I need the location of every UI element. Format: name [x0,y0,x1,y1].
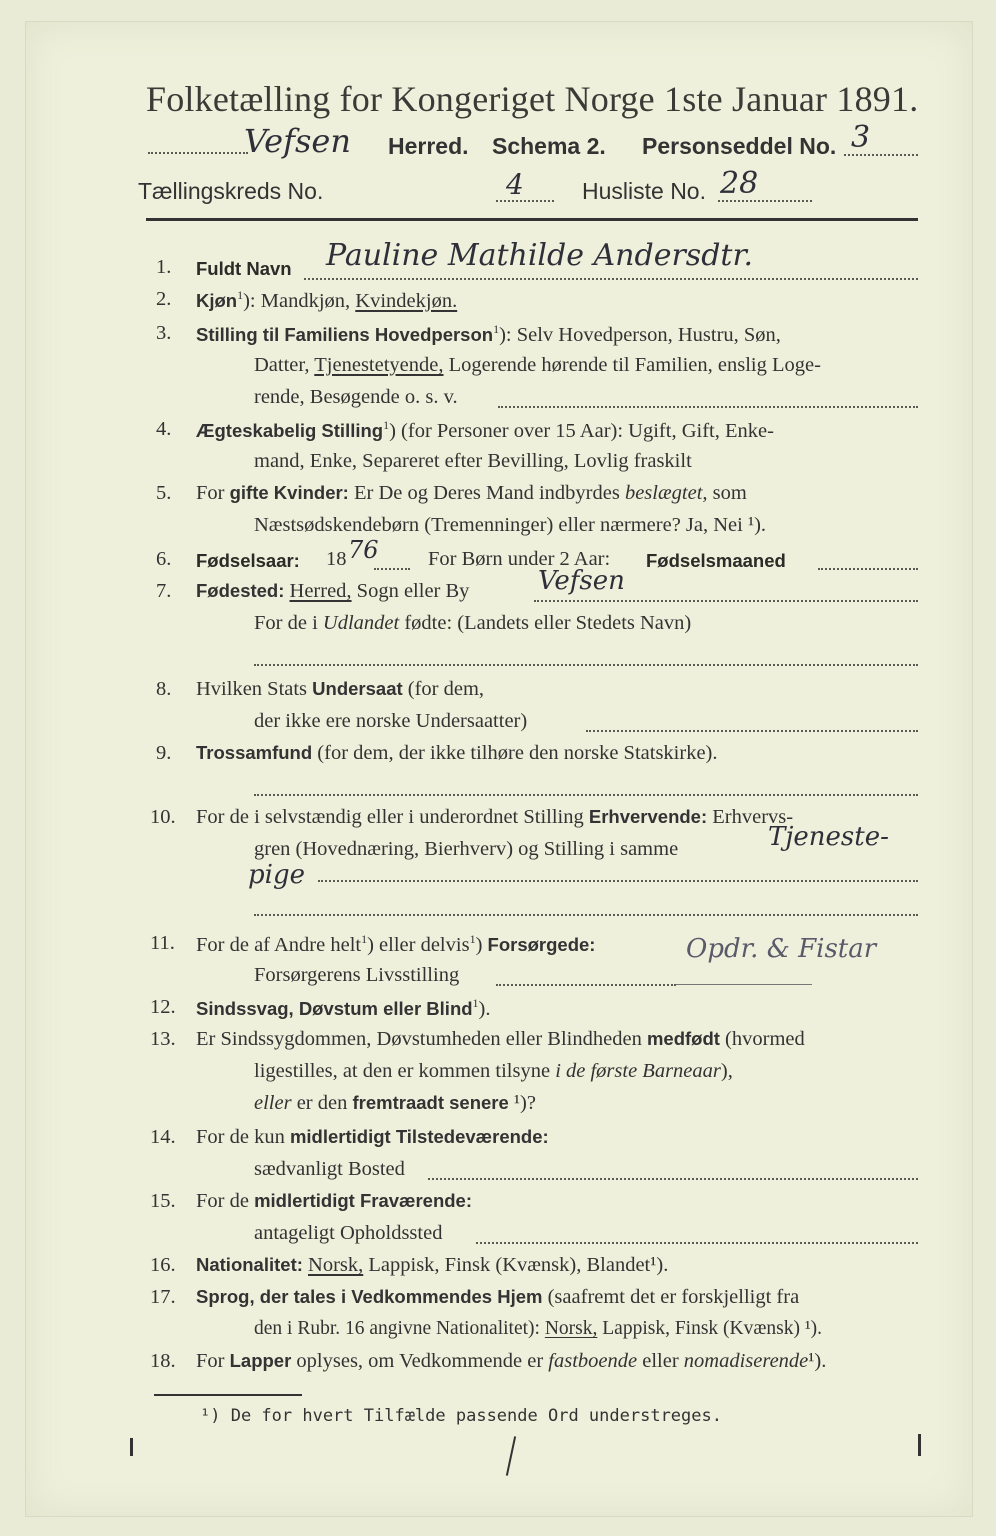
item-number: 13. [150,1028,176,1050]
form-title: Folketælling for Kongeriget Norge 1ste Januar 1891. [146,79,919,119]
item-number: 15. [150,1190,176,1212]
q6-year-handwriting: 76 [348,536,379,564]
schema-label: Schema 2. [492,133,606,159]
q17-text: Lappisk, Finsk (Kvænsk) ¹). [597,1318,823,1339]
q13-text: er den [291,1092,353,1114]
q18-text: eller [637,1350,684,1372]
personseddel-label: Personseddel No. [642,133,837,159]
q17-text: (saafremt det er forskjelligt fra [542,1286,800,1308]
item-number: 9. [156,742,172,764]
q18-text: ¹). [808,1350,827,1372]
q9-text: (for dem, der ikke tilhøre den norske Statskirke). [312,742,718,764]
dotted-line [318,880,918,882]
q8-line2: der ikke ere norske Undersaatter) [254,710,528,732]
footnote-marker: 1 [493,322,500,336]
q2-underlined: Kvindekjøn. [355,289,458,312]
q6-mid-text: For Børn under 2 Aar: [428,548,611,570]
q8-text: Hvilken Stats [196,678,313,700]
q13-text: (hvormed [719,1028,805,1050]
q6-label: Fødselsaar: [196,550,300,571]
herred-label: Herred. [388,133,469,159]
q6-label2: Fødselsmaaned [646,550,786,571]
item-number: 6. [156,548,172,570]
q3-line3: rende, Besøgende o. s. v. [254,386,458,408]
q11-label: Forsørgede: [487,933,596,955]
q18-line [196,1350,826,1373]
q13-label: medfødt [646,1028,720,1049]
dotted-line [818,568,918,570]
q17-label: Sprog, der tales i Vedkommendes Hjem [196,1286,543,1307]
item-number: 2. [156,288,172,310]
q17-line2 [254,1318,822,1340]
kreds-handwriting: 4 [506,168,524,201]
q10-line2: gren (Hovednæring, Bierhverv) og Stilling i samme [254,838,679,860]
q8-line1 [196,678,484,701]
item-number: 17. [150,1286,176,1308]
q7-underlined: Herred, [289,580,352,602]
dotted-line [254,664,918,666]
q11-text: ) [475,933,488,956]
item-number: 12. [150,996,176,1018]
footnote-marker: 1 [237,288,244,302]
dotted-line [718,200,812,202]
q4-line1 [196,418,774,443]
q14-line2: sædvanligt Bosted [254,1158,405,1180]
kreds-label: Tællingskreds No. [138,178,324,204]
q17-text: den i Rubr. 16 angivne Nationalitet): [254,1318,545,1339]
q15-line1 [196,1190,472,1213]
q10-text: Erhvervs- [707,806,794,828]
q17-underlined: Norsk, [544,1318,598,1339]
q5-line2: Næstsødskendebørn (Tremenninger) eller nærmere? Ja, Nei ¹). [254,514,767,536]
q11-provider-handwriting: Opdr. & Fistar [686,934,877,964]
dotted-line [496,200,554,202]
q7-text: fødte: (Landets eller Stedets Navn) [399,612,692,634]
q3-underlined: Tjenestetyende, [314,354,444,376]
dotted-line [534,600,918,602]
dotted-line [496,984,676,986]
q9-line [196,742,718,765]
q13-line1 [196,1028,805,1051]
footnote-marker: 1 [383,418,390,432]
dotted-line [254,794,918,796]
q17-line1 [196,1286,799,1309]
q16-line [196,1254,668,1277]
q3-line1 [196,322,781,347]
q7-line2 [254,612,691,635]
dotted-line [428,1178,918,1180]
dotted-line [476,1242,918,1244]
q5-label: gifte Kvinder: [229,482,349,503]
q1-label: Fuldt Navn [196,258,292,279]
q16-text: Lappisk, Finsk (Kvænsk), Blandet¹). [363,1254,669,1276]
q13-text: ligestilles, at den er kommen tilsyne [254,1060,556,1082]
q18-italic: nomadiserende [683,1350,809,1372]
item-number: 1. [156,256,172,278]
q15-label: midlertidigt Fraværende: [254,1190,473,1211]
q8-label: Undersaat [312,678,403,699]
item-number: 3. [156,322,172,344]
footnote-text: ¹) De for hvert Tilfælde passende Ord understreges. [200,1406,722,1426]
item-number: 5. [156,482,172,504]
q5-text: som [707,482,747,504]
dotted-line [586,730,918,732]
q5-line1 [196,482,747,505]
footnote-marker: 1 [361,932,368,946]
q15-text: For de [196,1190,255,1212]
q13-line2 [254,1060,733,1083]
q13-italic: i de første Barneaar [555,1060,721,1082]
q5-text: Er De og Deres Mand indbyrdes [348,482,625,504]
q7-text: For de i [254,612,323,634]
item-number: 16. [150,1254,176,1276]
q5-italic: beslægtet, [624,482,708,504]
dotted-line [844,154,918,156]
q4-text: ) (for Personer over 15 Aar): Ugift, Gift, Enke- [389,419,774,442]
item-number: 18. [150,1350,176,1372]
q2-line [196,288,457,313]
q11-text: For de af Andre helt [196,933,362,956]
q7-italic: Udlandet [322,612,400,634]
q13-italic: eller [254,1092,292,1114]
q2-text: ): Mandkjøn, [243,289,356,312]
q13-text: ), [720,1060,733,1082]
q18-text: oplyses, om Vedkommende er [291,1350,549,1372]
husliste-handwriting: 28 [720,166,759,201]
q8-text: (for dem, [402,678,485,700]
q3-line2 [254,354,821,377]
q13-label3: fremtraadt senere [352,1092,509,1113]
q10-occupation-handwriting: Tjeneste- [768,822,889,852]
dotted-line [374,568,410,570]
item-number: 8. [156,678,172,700]
dotted-line [304,278,918,280]
q11-line2: Forsørgerens Livsstilling [254,964,460,986]
q18-text: For [196,1350,230,1372]
q7-place-handwriting: Vefsen [538,566,625,596]
item-number: 4. [156,418,172,440]
q3-text: Datter, [254,354,315,376]
q16-underlined: Norsk, [308,1254,364,1276]
q14-label: midlertidigt Tilstedeværende: [289,1126,549,1147]
q16-label: Nationalitet: [196,1254,303,1275]
q7-line1 [196,580,469,603]
q5-text: For [196,482,230,504]
q18-italic: fastboende [548,1350,638,1372]
q10-line1 [196,806,793,829]
q15-line2: antageligt Opholdssted [254,1222,443,1244]
q4-label: Ægteskabelig Stilling [196,419,384,441]
q10-label: Erhvervende: [588,806,708,827]
dotted-line [254,914,918,916]
census-form-page [26,22,972,1516]
q14-text: For de kun [196,1126,290,1148]
q3-text: Logerende hørende til Familien, enslig Loge- [443,354,821,376]
q11-line1 [196,932,595,957]
herred-handwriting: Vefsen [244,122,351,160]
margin-mark [130,1438,133,1456]
q3-label: Stilling til Familiens Hovedperson [196,323,494,345]
q9-label: Trossamfund [196,742,313,763]
q13-text: ¹)? [508,1092,536,1114]
item-number: 11. [150,932,175,954]
q10-occupation-handwriting-2: pige [248,860,305,890]
q2-label: Kjøn [196,289,238,311]
q13-line3 [254,1092,536,1115]
q18-label: Lapper [229,1350,292,1371]
q1-name-handwriting: Pauline Mathilde Andersdtr. [326,238,754,273]
personseddel-handwriting: 3 [851,120,871,155]
q13-text: Er Sindssygdommen, Døvstumheden eller Blindheden [196,1028,647,1050]
q12-line [196,996,491,1021]
item-number: 7. [156,580,172,602]
q10-text: For de i selvstændig eller i underordnet Stilling [196,806,589,828]
margin-mark [918,1434,921,1456]
header-rule [146,218,918,221]
q7-label: Fødested: [196,580,285,601]
pen-stroke-mark [506,1436,516,1476]
q6-prefix: 18 [326,548,347,570]
item-number: 10. [150,806,176,828]
q4-line2: mand, Enke, Separeret efter Bevilling, Lovlig fraskilt [254,450,692,472]
q3-text: ): Selv Hovedperson, Hustru, Søn, [499,323,781,346]
q12-text: ). [478,997,491,1020]
footnote-marker: 1 [469,932,476,946]
dotted-line [498,406,918,408]
q14-line1 [196,1126,549,1149]
husliste-label: Husliste No. [582,178,706,204]
footnote-marker: 1 [472,996,479,1010]
footnote-rule [154,1394,302,1396]
provider-underline [676,984,812,985]
item-number: 14. [150,1126,176,1148]
q12-label: Sindssvag, Døvstum eller Blind [196,997,473,1019]
q7-text: Sogn eller By [351,580,470,602]
q11-text: ) eller delvis [367,933,470,956]
dotted-line [148,152,248,154]
